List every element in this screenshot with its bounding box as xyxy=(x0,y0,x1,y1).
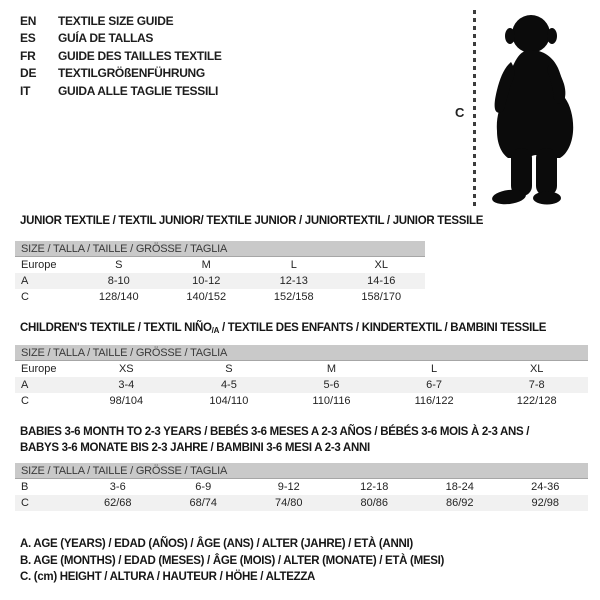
table-cell: 140/152 xyxy=(186,291,227,303)
row-label: A xyxy=(21,379,29,391)
language-code: DE xyxy=(20,66,37,81)
row-label: C xyxy=(21,291,29,303)
table-cell: XL xyxy=(374,259,388,271)
language-code: IT xyxy=(20,83,31,98)
height-measure-label: C xyxy=(455,105,465,120)
table-cell: 62/68 xyxy=(103,497,132,509)
language-row xyxy=(20,47,222,65)
babies-size-table xyxy=(15,463,588,511)
table-cell: L xyxy=(290,259,297,271)
language-code: ES xyxy=(20,31,36,46)
section-title-children xyxy=(20,320,546,339)
language-legend xyxy=(20,12,222,100)
table-cell: 104/110 xyxy=(209,395,249,407)
height-measure-dashed-line xyxy=(473,10,476,208)
language-code: FR xyxy=(20,48,36,63)
size-header-bar: SIZE / TALLA / TAILLE / GRÖSSE / TAGLIA xyxy=(15,345,588,361)
table-cell: S xyxy=(115,259,123,271)
size-header-bar: SIZE / TALLA / TAILLE / GRÖSSE / TAGLIA xyxy=(15,241,425,257)
footnote-height: C. (cm) HEIGHT / ALTURA / HAUTEUR / HÖHE / ALTEZZA xyxy=(20,571,316,583)
children-size-table xyxy=(15,345,588,409)
table-row xyxy=(15,257,425,273)
table-cell: 9-12 xyxy=(277,481,300,493)
table-cell: 92/98 xyxy=(531,497,560,509)
table-cell: M xyxy=(326,363,337,375)
language-title: TEXTILGRÖßENFÜHRUNG xyxy=(58,66,205,81)
table-cell: 24-36 xyxy=(531,481,560,493)
table-cell: 6-9 xyxy=(195,481,212,493)
table-row xyxy=(15,479,588,495)
language-row xyxy=(20,82,222,100)
table-cell: 7-8 xyxy=(528,379,545,391)
table-cell: 116/122 xyxy=(414,395,454,407)
table-cell: M xyxy=(201,259,211,271)
toddler-silhouette-icon xyxy=(481,8,581,208)
table-cell: 68/74 xyxy=(189,497,218,509)
language-code: EN xyxy=(20,13,37,28)
title-text: / TEXTILE DES ENFANTS / KINDERTEXTIL / BAMBINI TESSILE xyxy=(219,322,547,334)
language-row xyxy=(20,65,222,83)
table-row xyxy=(15,361,588,377)
footnote-age-months: B. AGE (MONTHS) / EDAD (MESES) / ÂGE (MOIS) / ALTER (MONATE) / ETÀ (MESI) xyxy=(20,554,445,567)
table-cell: 74/80 xyxy=(274,497,303,509)
row-label: C xyxy=(21,497,29,509)
section-title-junior: JUNIOR TEXTILE / TEXTIL JUNIOR/ TEXTILE JUNIOR / JUNIORTEXTIL / JUNIOR TESSILE xyxy=(20,215,484,227)
row-label: Europe xyxy=(21,363,57,375)
table-row xyxy=(15,289,425,305)
footnotes xyxy=(20,536,444,586)
table-cell: XS xyxy=(118,363,134,375)
language-row xyxy=(20,12,222,30)
language-title: GUIDE DES TAILLES TEXTILE xyxy=(58,48,222,63)
title-subscript: /A xyxy=(211,326,220,335)
table-cell: 8-10 xyxy=(107,275,130,287)
table-cell: 86/92 xyxy=(445,497,474,509)
footnote-age-years: A. AGE (YEARS) / EDAD (AÑOS) / ÂGE (ANS) / ALTER (JAHRE) / ETÀ (ANNI) xyxy=(20,538,413,550)
table-row xyxy=(15,273,425,289)
table-cell: L xyxy=(431,363,438,375)
title-text: CHILDREN'S TEXTILE / TEXTIL NIÑO xyxy=(20,322,212,334)
language-title: TEXTILE SIZE GUIDE xyxy=(58,13,174,28)
junior-size-table xyxy=(15,241,425,305)
title-line-2: BABYS 3-6 MONATE BIS 2-3 JAHRE / BAMBINI 3-6 MESI A 2-3 ANNI xyxy=(20,442,370,454)
title-line-1: BABIES 3-6 MONTH TO 2-3 YEARS / BEBÉS 3-6 MESES A 2-3 AÑOS / BÉBÉS 3-6 MOIS À 2-3 ANS / xyxy=(20,426,530,438)
table-cell: 110/116 xyxy=(312,395,351,407)
table-cell: 122/128 xyxy=(516,395,557,407)
row-label: C xyxy=(21,395,29,407)
table-cell: 3-4 xyxy=(118,379,135,391)
table-row xyxy=(15,393,588,409)
table-row xyxy=(15,495,588,511)
table-cell: 3-6 xyxy=(109,481,126,493)
table-row xyxy=(15,377,588,393)
table-cell: S xyxy=(225,363,233,375)
table-cell: 6-7 xyxy=(426,379,443,391)
table-cell: 152/158 xyxy=(273,291,314,303)
section-title-babies xyxy=(20,424,529,456)
row-label: A xyxy=(21,275,29,287)
table-cell: 10-12 xyxy=(192,275,221,287)
size-header-bar: SIZE / TALLA / TAILLE / GRÖSSE / TAGLIA xyxy=(15,463,588,479)
table-cell: 80/86 xyxy=(360,497,389,509)
row-label: B xyxy=(21,481,29,493)
language-row xyxy=(20,30,222,48)
language-title: GUIDA ALLE TAGLIE TESSILI xyxy=(58,83,219,98)
table-cell: 4-5 xyxy=(220,379,237,391)
table-cell: 98/104 xyxy=(109,395,144,407)
table-cell: 128/140 xyxy=(98,291,139,303)
table-cell: 12-13 xyxy=(279,275,308,287)
row-label: Europe xyxy=(21,259,57,271)
table-cell: 158/170 xyxy=(361,291,402,303)
table-cell: 12-18 xyxy=(360,481,389,493)
table-cell: 5-6 xyxy=(323,379,340,391)
table-cell: 18-24 xyxy=(445,481,474,493)
table-cell: XL xyxy=(529,363,544,375)
table-cell: 14-16 xyxy=(367,275,396,287)
language-title: GUÍA DE TALLAS xyxy=(58,31,154,46)
